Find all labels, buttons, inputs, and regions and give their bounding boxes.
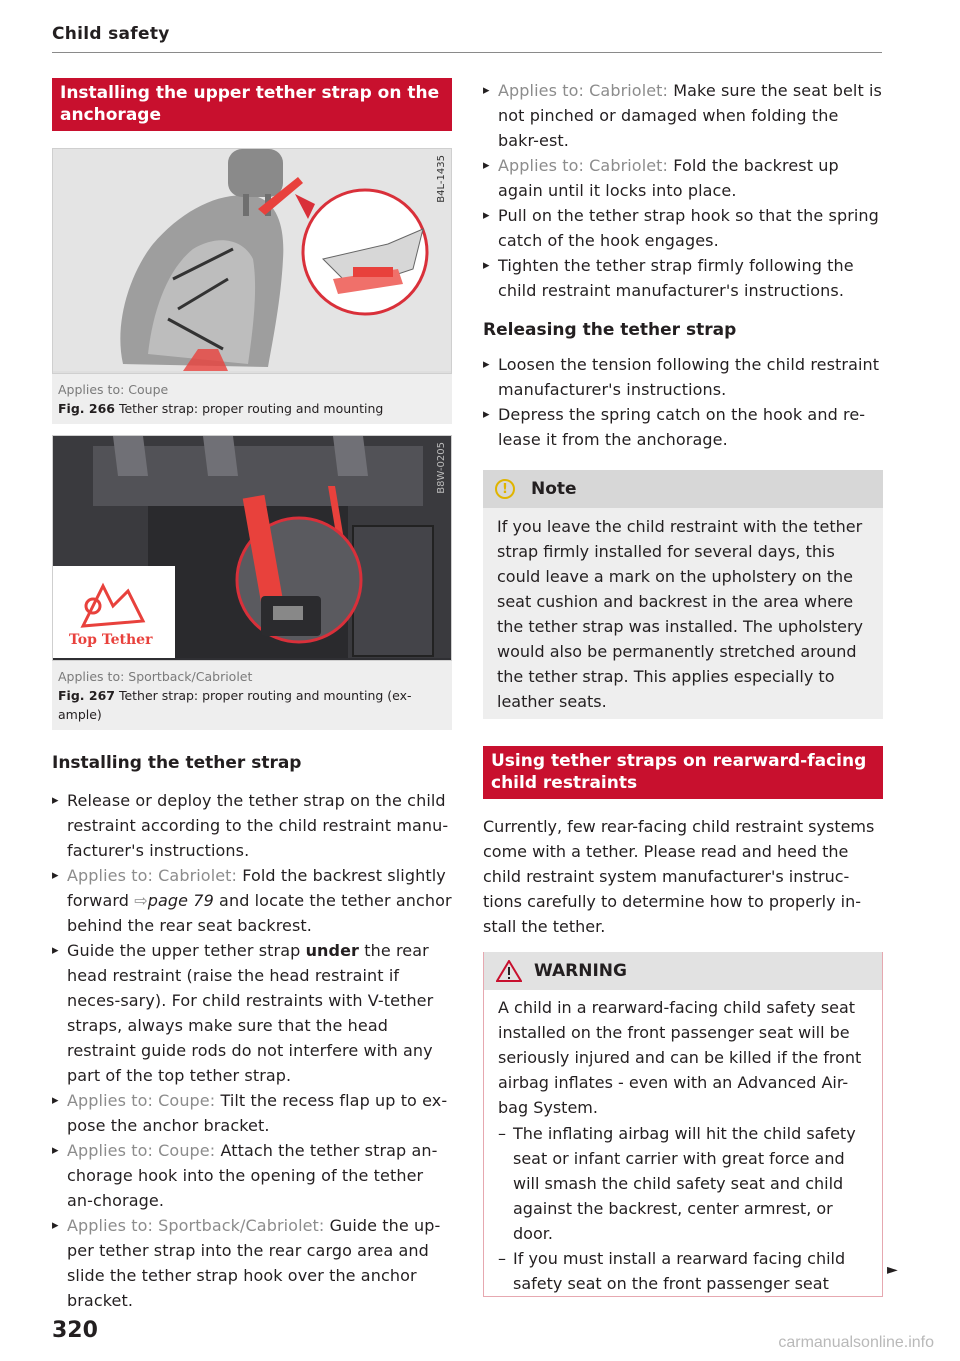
figure-266-caption	[52, 374, 452, 424]
figure-266-code: B4L-1435	[436, 155, 447, 203]
warning-box	[483, 952, 883, 1297]
list-item	[52, 863, 452, 938]
step-text: Attach the tether strap an-chorage hook into the opening of the tether an-chorage.	[67, 1141, 438, 1210]
section-heading-upper-tether: Installing the upper tether strap on the anchorage	[52, 78, 452, 131]
releasing-tether-heading: Releasing the tether strap	[483, 320, 737, 340]
watermark: carmanualsonline.info	[778, 1334, 934, 1351]
figure-266-applies: Applies to: Coupe	[58, 382, 169, 397]
figure-266-caption-text: Tether strap: proper routing and mounting	[118, 401, 384, 416]
section-title: Child safety	[52, 24, 170, 44]
top-tether-badge: Top Tether	[69, 632, 153, 648]
warning-triangle-icon	[496, 960, 522, 982]
list-item	[52, 1138, 452, 1213]
step-text: Depress the spring catch on the hook and re-lease it from the anchorage.	[498, 405, 866, 449]
list-item	[52, 788, 452, 863]
step-text: Fold the backrest up again until it locks into place.	[498, 156, 839, 200]
step-text: Guide the upper tether strap	[67, 941, 301, 960]
list-item	[483, 352, 883, 402]
note-body: If you leave the child restraint with the tether strap firmly installed for several days, this could leave a mark on the upholstery on the seat cushion and backrest in the area where the tether strap was installed. The upholstery would also be permanently stretched around the tether strap. This applies especially to leather seats.	[497, 517, 864, 711]
applies-to-label: Applies to: Coupe:	[67, 1091, 216, 1110]
list-item	[52, 1213, 452, 1313]
install-steps-list	[52, 788, 452, 1313]
warning-title: WARNING	[534, 961, 627, 981]
page-number: 320	[52, 1318, 98, 1343]
step-text: Pull on the tether strap hook so that the spring catch of the hook engages.	[498, 206, 879, 250]
applies-to-label: Applies to: Cabriolet:	[498, 156, 669, 175]
applies-to-label: Applies to: Sportback/Cabriolet:	[67, 1216, 325, 1235]
list-item	[52, 938, 452, 1088]
figure-266-label: Fig. 266	[58, 401, 115, 416]
right-column	[483, 78, 883, 1297]
cargo-area-illustration	[53, 436, 451, 658]
step-text: Tighten the tether strap firmly following the child restraint manufacturer's instructions.	[498, 256, 854, 300]
figure-267-caption-text: Tether strap: proper routing and mounting (ex-ample)	[58, 688, 412, 722]
note-box	[483, 470, 883, 719]
warning-body	[484, 990, 882, 1296]
page-reference-link[interactable]: page 79	[147, 891, 214, 910]
step-text: and locate the tether anchor behind the rear seat backrest.	[67, 891, 452, 935]
list-item: – The inflating airbag will hit the child safety seat or infant carrier with great force and will smash the child safety seat and child against the backrest, center armrest, or door.	[498, 1121, 870, 1246]
figure-267-caption	[52, 661, 452, 730]
emphasis-text: under	[305, 941, 360, 960]
applies-to-label: Applies to: Cabriolet:	[67, 866, 238, 885]
list-item	[483, 153, 883, 203]
figure-267-code: B8W-0205	[436, 442, 447, 494]
figure-266	[52, 148, 452, 424]
step-text: Make sure the seat belt is not pinched or damaged when folding the bakr-est.	[498, 81, 882, 150]
figure-267-applies: Applies to: Sportback/Cabriolet	[58, 669, 253, 684]
figure-266-image	[52, 148, 452, 374]
list-item	[483, 402, 883, 452]
installing-tether-heading: Installing the tether strap	[52, 753, 302, 773]
step-text: Fold the backrest slightly forward	[67, 866, 446, 910]
continue-arrow-icon: ►	[887, 1262, 898, 1278]
warning-header	[484, 952, 882, 990]
warning-dash-list	[498, 1121, 870, 1296]
figure-267	[52, 435, 452, 730]
warning-text: A child in a rearward-facing child safety seat installed on the front passenger seat will be seriously injured and can be killed if the front airbag inflates - even with an Advanced Air-bag System.	[498, 998, 862, 1117]
install-steps-continued-list	[483, 78, 883, 303]
page-arrow-icon: ⇨	[134, 891, 148, 910]
rearward-paragraph: Currently, few rear-facing child restraint systems come with a tether. Please read and heed the child restraint system manufacturer's instruc-tions carefully to determine how to properly in-stall the tether.	[483, 817, 875, 936]
list-item	[483, 203, 883, 253]
applies-to-label: Applies to: Cabriolet:	[498, 81, 669, 100]
child-seat-illustration	[53, 149, 451, 371]
applies-to-label: Applies to: Coupe:	[67, 1141, 216, 1160]
step-text: Release or deploy the tether strap on the child restraint according to the child restraint manu-facturer's instructions.	[67, 791, 449, 860]
list-item	[483, 253, 883, 303]
step-text: Loosen the tension following the child restraint manufacturer's instructions.	[498, 355, 880, 399]
note-header	[483, 470, 883, 508]
section-heading-rearward: Using tether straps on rearward-facing child restraints	[483, 746, 883, 799]
figure-267-label: Fig. 267	[58, 688, 115, 703]
list-item: – If you must install a rearward facing child safety seat on the front passenger seat	[498, 1246, 870, 1296]
list-item	[52, 1088, 452, 1138]
figure-267-image	[52, 435, 452, 661]
step-text: the rear head restraint (raise the head restraint if neces-sary). For child restraints with V-tether straps, always make sure that the head restraint guide rods do not interfere with any part of the top tether strap.	[67, 941, 434, 1085]
left-column	[52, 78, 452, 1313]
page-header	[52, 24, 882, 53]
release-steps-list	[483, 352, 883, 452]
note-title: Note	[531, 479, 577, 499]
step-text: Tilt the recess flap up to ex-pose the anchor bracket.	[67, 1091, 448, 1135]
step-text: Guide the up-per tether strap into the rear cargo area and slide the tether strap hook over the anchor bracket.	[67, 1216, 441, 1310]
info-circle-icon: !	[495, 479, 515, 499]
list-item	[483, 78, 883, 153]
